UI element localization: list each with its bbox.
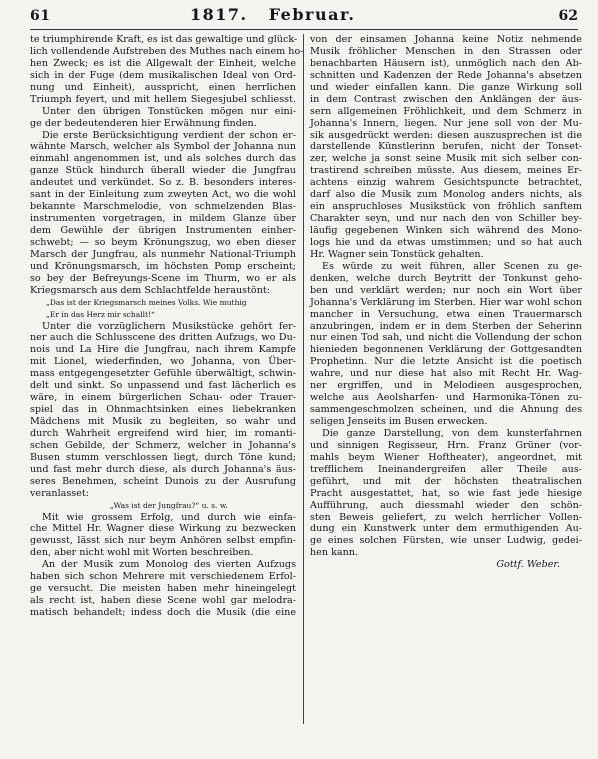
left-column-line: te triumphirende Kraft, es ist das gewaltige und glück- xyxy=(30,34,298,45)
right-column-line: benachbarten Häusern ist), unmöglich nach den Ab- xyxy=(310,57,582,69)
right-column-line: ner ergriffen, und in Melodieen ausgesprochen, xyxy=(310,380,582,392)
right-column-line: Prophetinn. Nur die letzte Ansicht ist die poetisch xyxy=(310,356,582,368)
left-column-line: Mit wie grossem Erfolg, und durch wie einfa- xyxy=(42,511,296,523)
left-column-line: dem Gewühle der übrigen Instrumenten einher- xyxy=(30,225,296,236)
right-column-line: mahls beym Wiener Hoftheater), angeordnet, mit xyxy=(310,451,582,463)
left-column-line: andeutet und verkündet. So z. B. besonders interes- xyxy=(30,177,296,189)
column-divider xyxy=(303,34,304,724)
right-column-line: ben und verklärt werden; nur noch ein Wort über xyxy=(310,284,582,296)
left-column-line: instrumenten vorgetragen, in mildem Glanze über xyxy=(30,213,296,225)
header-year: 1817. xyxy=(190,5,248,24)
left-column-line: sich in der Fuge (dem musikalischen Ideal von Ord- xyxy=(30,69,296,81)
right-column-line: Pracht ausgestattet, hat, so wie fast jede hiesige xyxy=(310,487,582,499)
left-column-line: den, aber nicht wohl mit Worten beschreiben. xyxy=(30,547,254,559)
left-column-line: Busen stumm verschlossen liegt, durch Töne kund; xyxy=(30,451,296,463)
left-column-line: spiel das in Ohnmachtsinken eines liebekranken xyxy=(30,404,296,416)
right-column-line: sten Beweis geliefert, zu welch herrlicher Vollen- xyxy=(310,511,582,523)
right-column-line: denken, welche durch Beytritt der Tonkunst geho- xyxy=(310,272,582,284)
left-column-line: ge versucht. Die meisten haben mehr hineingelegt xyxy=(30,583,296,595)
right-column-line: welche aus Aeolsharfen- und Harmonika-Tönen zu- xyxy=(310,392,582,404)
left-column-line: „Was ist der Jungfrau?“ u. s. w. xyxy=(110,500,228,510)
right-column xyxy=(310,34,582,571)
left-column-line: sant in der Einleitung zum zweyten Act, wo die wohl xyxy=(30,189,296,201)
left-column-line: schen Gebilde, der Schmerz, welcher in Johanna's xyxy=(30,439,296,451)
right-column-line: schnitten und Kadenzen der Rede Johanna's absetzen xyxy=(310,69,582,81)
right-column-line: nur einen Tod sah, und nicht die Vollendung der schon xyxy=(310,332,582,344)
right-column-line: in dem Contrast zwischen den Anklängen der äus- xyxy=(310,93,582,105)
right-column-line: läufig gegebenen Winken sich während des Mono- xyxy=(310,225,582,236)
left-column-line: Die erste Berücksichtigung verdient der schon er- xyxy=(42,129,296,141)
left-column-line: hen Zweck; es ist die Allgewalt der Einheit, welche xyxy=(30,57,296,69)
left-column-line: durch Wahrheit ergreifend wird hier, im romanti- xyxy=(30,427,296,439)
left-column-line: matisch behandelt; indess doch die Musik (die eine xyxy=(30,607,296,618)
left-column-line: und fast mehr durch diese, als durch Johanna's äus- xyxy=(30,463,296,475)
running-head xyxy=(190,5,356,24)
left-column-line: Mädchens mit Musik zu begleiten, so wahr und xyxy=(30,416,296,427)
right-column-line: darf also die Musik zum Monolog anders nichts, als xyxy=(310,189,582,201)
right-column-line: trefflichem Ineinandergreifen aller Theile aus- xyxy=(310,463,582,475)
right-column-line: sern allgemeinen Fröhlichkeit, und dem Schmerz in xyxy=(310,105,582,117)
left-column-line: bekannte Marschmelodie, von schmelzenden Blas- xyxy=(30,201,296,213)
right-column-line: Hr. Wagner sein Tonstück gehalten. xyxy=(310,248,484,260)
right-column-line: mancher in Versuchung, etwa einen Trauermarsch xyxy=(310,308,582,320)
left-column-line: mit Lionel, wiederfinden, wo Johanna, von Über- xyxy=(30,356,296,368)
right-column-line: wahre, und nur diese hat also mit Recht Hr. Wag- xyxy=(310,368,582,380)
right-column-line: und wieder einfallen kann. Die ganze Wirkung soll xyxy=(310,81,582,93)
right-column-line: Die ganze Darstellung, von dem kunsterfahrnen xyxy=(322,427,582,439)
left-column-line: einmahl angenommen ist, und als solches durch das xyxy=(30,153,296,165)
right-column-line: logs hie und da etwas umstimmen; und so hat auch xyxy=(310,236,582,248)
left-column-line: haben sich schon Mehrere mit verschiedenem Erfol- xyxy=(30,571,296,583)
right-column-line: trastirend schreiben müsste. Aus diesem, meines Er- xyxy=(310,165,582,177)
left-column-line: Kriegsmarsch aus dem Schlachtfelde heraustönt: xyxy=(30,284,270,296)
right-column-line: Gottf. Weber. xyxy=(496,559,560,571)
header-rule xyxy=(30,29,578,30)
right-column-line: Aufführung, auch diessmahl wieder den schön- xyxy=(310,499,582,511)
left-column-line: als recht ist, haben diese Scene wohl gar melodra- xyxy=(30,595,296,607)
left-column-line: „Er in das Herz mir schallt!“ xyxy=(46,309,155,319)
right-column-line: zer, welche ja sonst seine Musik mit sich selber con- xyxy=(310,153,582,165)
right-column-line: geführt, und mit der höchsten theatralischen xyxy=(310,475,582,487)
left-column-line: und Krönungsmarsch, im höchsten Pomp erscheint; xyxy=(30,260,296,272)
left-column-line: seres Benehmen, scheint Dunois zu der Ausrufung xyxy=(30,475,296,487)
right-column-line: Musik fröhlicher Menschen in den Strassen oder xyxy=(310,45,582,57)
page-header xyxy=(30,4,578,30)
right-column-line: von der einsamen Johanna keine Notiz nehmende xyxy=(310,34,582,45)
left-column-line: ner auch die Schlusscene des dritten Aufzugs, wo Du- xyxy=(30,332,296,344)
left-column-line: An der Musik zum Monolog des vierten Aufzugs xyxy=(42,559,296,571)
left-column-line: so bey der Befreyungs-Scene im Thurm, wo er als xyxy=(30,272,296,284)
right-column-line: Charakter seyn, und nur nach den von Schiller bey- xyxy=(310,213,582,225)
left-page-number: 61 xyxy=(30,8,51,24)
left-column-line: mass entgegengesetzter Gefühle überwältigt, schwin- xyxy=(30,368,296,380)
right-column-line: sammengeschmolzen scheinen, und die Ahnung des xyxy=(310,404,582,416)
right-column-line: und sinnigen Regisseur, Hrn. Franz Grüner (vor- xyxy=(310,439,582,451)
right-column-line: ein anspruchloses Musikstück von fröhlich sanftem xyxy=(310,201,582,213)
right-column-line: Es würde zu weit führen, aller Scenen zu ge- xyxy=(322,260,582,272)
right-column-line: hienieden begonnenen Verklärung der Gottgesandten xyxy=(310,344,582,356)
left-column-line: delt und sinkt. So unpassend und fast lächerlich es xyxy=(30,380,296,392)
right-column-line: Johanna's Innern, liegen. Nur jene soll von der Mu- xyxy=(310,117,582,129)
left-column-line: lich vollendende Aufstreben des Muthes nach einem ho- xyxy=(30,45,304,57)
left-column-line: ge der bedeutenderen hier Erwähnung finden. xyxy=(30,117,257,129)
right-column-line: hen kann. xyxy=(310,547,359,559)
right-column-line: anzubringen, indem er in dem Sterben der Seherinn xyxy=(310,320,582,332)
left-column-line: ganze Stück hindurch überall wieder die Jungfrau xyxy=(30,165,296,177)
right-column-line: achtens einzig wahrem Gesichtspuncte betrachtet, xyxy=(310,177,582,189)
right-column-line: sik ausgedrückt werden: diesen auszusprechen ist die xyxy=(310,129,582,141)
left-column-line: „Das ist der Kriegsmarsch meines Volks. Wie muthig xyxy=(46,297,247,307)
left-column-line: veranlasset: xyxy=(30,487,89,499)
left-column-line: Unter den übrigen Tonstücken mögen nur eini- xyxy=(42,105,296,117)
left-column-line: Triumph feyert, und mit hellem Siegesjubel schliesst. xyxy=(30,93,296,105)
left-column-line: schwebt; — so beym Krönungszug, wo eben dieser xyxy=(30,236,296,248)
left-column-line: wäre, in einem bürgerlichen Schau- oder Trauer- xyxy=(30,392,296,404)
left-column-line: Unter die vorzüglichern Musikstücke gehört fer- xyxy=(42,320,296,332)
left-column-line: nois und La Hire die Jungfrau, nach ihrem Kampfe xyxy=(30,344,296,356)
left-column xyxy=(30,34,304,619)
right-column-line: dung ein Kunstwerk unter dem ermuthigenden Au- xyxy=(310,523,582,535)
right-column-line: Johanna's Verklärung im Sterben. Hier war wohl schon xyxy=(310,296,582,308)
left-column-line: nung und Einheit), ausspricht, einen herrlichen xyxy=(30,81,296,93)
right-column-line: ge eines solchen Fürsten, wie unser Ludwig, gedei- xyxy=(310,535,582,547)
left-column-line: Marsch der Jungfrau, als nunmehr National-Triumph xyxy=(30,248,296,260)
left-column-line: gewusst, lässt sich nur beym Anhören selbst empfin- xyxy=(30,535,296,547)
left-column-line: wähnte Marsch, welcher als Symbol der Johanna nun xyxy=(30,141,296,153)
right-column-line: darstellende Künstlerinn berufen, nicht der Tonset- xyxy=(310,141,582,153)
header-month: Februar. xyxy=(268,5,356,24)
right-page-number: 62 xyxy=(558,8,578,24)
right-column-line: seligen Jenseits im Busen erwecken. xyxy=(310,416,488,427)
left-column-line: che Mittel Hr. Wagner diese Wirkung zu bezwecken xyxy=(30,523,296,535)
